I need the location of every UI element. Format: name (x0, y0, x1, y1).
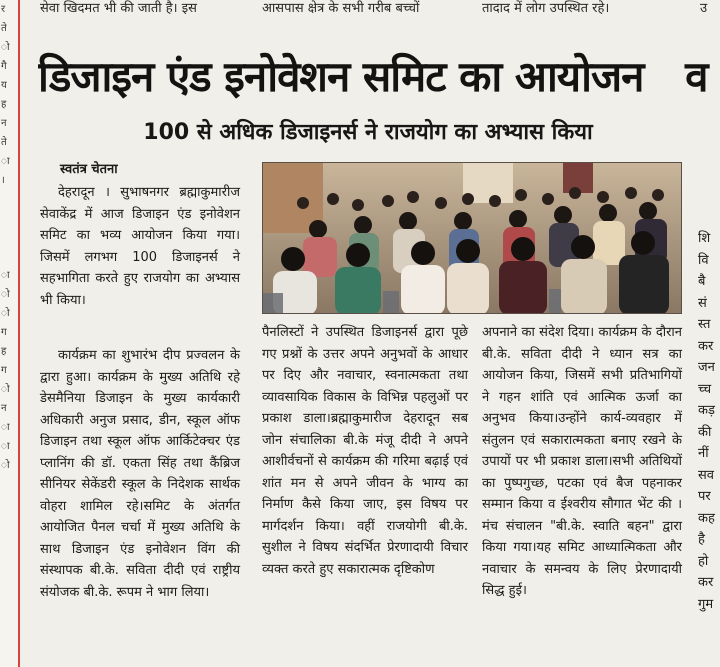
column-fragment-char: ो (1, 460, 10, 471)
article-column-2 (262, 322, 468, 580)
column-fragment-char: ो (1, 308, 10, 319)
article-column-1 (40, 182, 240, 311)
column-fragment-char: ो (1, 289, 10, 300)
prev-article-line-left: सेवा खिदमत भी की जाती है। इस (40, 1, 197, 16)
article-subheadline: 100 से अधिक डिजाइनर्स ने राजयोग का अभ्यास किया (143, 120, 593, 145)
column-fragment-char: हो (698, 553, 709, 569)
column-fragment-char: वि (698, 252, 709, 268)
prev-article-line-right: तादाद में लोग उपस्थित रहे। (482, 1, 610, 16)
column-fragment-char: ा (1, 270, 10, 281)
column-fragment-char: कर (698, 575, 714, 590)
prev-article-line-middle: आसपास क्षेत्र के सभी गरीब बच्चों (262, 1, 420, 16)
adjacent-column-fragment-right (698, 228, 720, 615)
column-fragment-char (0, 513, 18, 532)
column-fragment-char: न (1, 403, 7, 414)
column-fragment-char (0, 551, 18, 570)
prev-article-line-edge: उ (700, 1, 708, 16)
article-column-1-continued (40, 345, 240, 603)
column-fragment-char (0, 209, 18, 228)
column-fragment-char: ते (1, 137, 7, 148)
adjacent-column-fragment (0, 0, 20, 667)
column-fragment-char: ग (1, 327, 7, 338)
article-paragraph: पैनलिस्टों ने उपस्थित डिजाइनर्स द्वारा पूछे गए प्रश्नों के उत्तर अपने अनुभवों के आधार पर दिए और नवाचार, स्वनात्मकता तथा व्यावसायिक विकास के विभिन्न पहलुओं पर प्रकाश डाला।ब्रह्माकुमारीज देहरादून सब जोन संचालिका बी.के मंजू दीदी ने अपने आशीर्वचनों से कार्यक्रम की गरिमा बढ़ाई एवं शांत मन से अपने जीवन के भाग्य का निर्माण कैसे किया जाए, इस विषय पर मार्गदर्शन किया। वहीं राजयोगी बी.के. सुशील ने विषय संदर्भित प्रेरणादायी विचार व्यक्त करते हुए सकारात्मक दृष्टिकोण (262, 325, 468, 577)
column-fragment-char: गै (1, 61, 7, 72)
column-fragment-char: ग (1, 365, 7, 376)
column-fragment-char: सव (698, 467, 715, 483)
column-fragment-char (0, 570, 18, 589)
column-rule (18, 0, 20, 667)
column-fragment-char: ा (1, 441, 10, 452)
column-fragment-char: र (1, 4, 6, 15)
article-column-3 (482, 322, 682, 602)
column-fragment-char (0, 494, 18, 513)
column-fragment-char: नीं (698, 446, 709, 461)
article-paragraph: कार्यक्रम का शुभारंभ दीप प्रज्वलन के द्वारा हुआ। कार्यक्रम के मुख्य अतिथि रहे डेसमैनिया डिजाइन के मुख्य कार्यकारी अधिकारी अनुज प्रसाद, डीन, स्कूल ऑफ डिजाइन तथा स्कूल ऑफ आर्किटेक्चर एंड प्लानिंग की डॉ. एकता सिंह तथा कैंब्रिज सीनियर सेकेंडरी स्कूल के निदेशक सार्थक वोहरा शामिल रहे।समिट के अंतर्गत आयोजित पैनल चर्चा में मुख्य अतिथि के साथ डिजाइन एंड इनोवेशन विंग की संस्थापक बी.के. सविता दीदी एवं राष्ट्रीय संयोजक बी.के. रूपम ने भाग लिया। (40, 348, 240, 600)
column-fragment-char: ह (1, 346, 7, 357)
column-fragment-char: कह (698, 510, 715, 526)
event-photo (262, 162, 682, 314)
column-fragment-char: ा (1, 422, 10, 433)
column-fragment-char (0, 646, 18, 665)
column-fragment-char: की (698, 424, 712, 440)
column-fragment-char (0, 589, 18, 608)
column-fragment-char (0, 247, 18, 266)
column-fragment-char (0, 475, 18, 494)
column-fragment-char: गुम (698, 596, 714, 612)
column-fragment-char (0, 532, 18, 551)
article-paragraph: अपनाने का संदेश दिया। कार्यक्रम के दौरान बी.के. सविता दीदी ने ध्यान सत्र का आयोजन किया, जिसमें सभी प्रतिभागियों ने गहन शांति एवं आत्मिक ऊर्जा का अनुभव किया।उन्होंने कार्य-व्यवहार में संतुलन एवं सकारात्मकता बनाए रखने के उपायों पर भी प्रकाश डाला।सभी अतिथियों का पुष्पगुच्छ, पटका एवं बैज पहनाकर सम्मान किया व ईश्वरीय सौगात भेंट की । मंच संचालन "बी.के. स्वाति बहन" द्वारा किया गया।यह समिट आध्यात्मिकता और नवाचार के समन्वय के लिए प्रेरणादायी सिद्ध हुई। (482, 325, 682, 598)
byline: स्वतंत्र चेतना (60, 162, 118, 177)
column-fragment-char: बै (698, 274, 706, 289)
article-headline (38, 46, 720, 110)
article-paragraph: देहरादून । सुभाषनगर ब्रह्माकुमारीज सेवाकेंद्र में आज डिजाइन एंड इनोवेशन समिट का भव्य आयोजन किया गया। जिसमें लगभग 100 डिजाइनर्स ने सहभागिता करते हुए राजयोग का अभ्यास भी किया। (40, 185, 240, 308)
column-fragment-char (0, 627, 18, 646)
column-fragment-char: कर (698, 338, 714, 354)
column-fragment-char: च्च (698, 381, 712, 397)
headline-edge-fragment: व (685, 52, 708, 101)
column-fragment-char: शि (698, 231, 711, 246)
column-fragment-char: ो (1, 384, 10, 395)
column-fragment-char: य (1, 80, 7, 91)
column-fragment-char: ो (1, 42, 10, 53)
column-fragment-char: जन (698, 360, 715, 375)
column-fragment-char: ह (1, 99, 7, 110)
column-fragment-char: न (1, 118, 7, 129)
column-fragment-char (0, 228, 18, 247)
headline-text: डिजाइन एंड इनोवेशन समिट का आयोजन (38, 52, 644, 101)
column-fragment-char: सं (698, 295, 707, 311)
column-fragment-char (0, 608, 18, 627)
column-fragment-char: कड़ (698, 403, 715, 418)
column-fragment-char (0, 190, 18, 209)
column-fragment-char: स्त (698, 317, 711, 332)
audience-photo-illustration (263, 163, 682, 314)
column-fragment-char: । (1, 175, 5, 186)
column-fragment-char: पर (698, 489, 711, 504)
column-fragment-char: ते (1, 23, 7, 34)
column-fragment-char: है (698, 532, 705, 547)
column-fragment-char: ा (1, 156, 10, 167)
